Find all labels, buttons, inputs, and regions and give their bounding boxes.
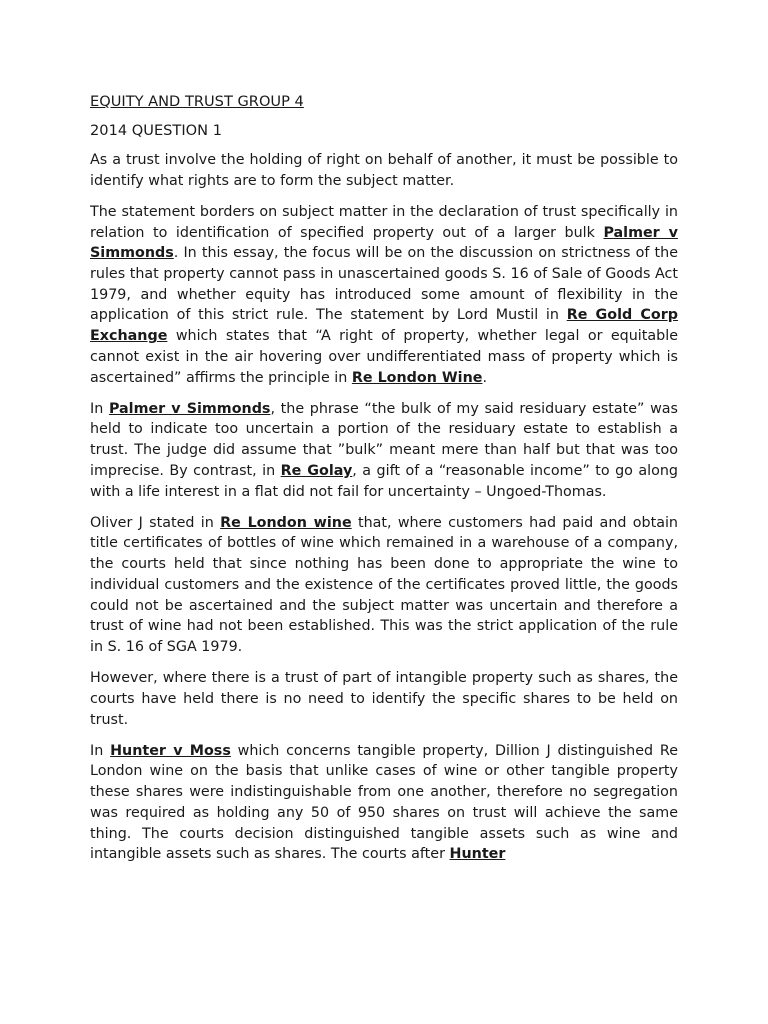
case-reference: Hunter v Moss [110,742,231,759]
paragraph-4 [90,513,678,658]
case-reference: Palmer v Simmonds [90,224,678,262]
case-reference: Re Golay [280,462,353,479]
paragraph-text: In [90,400,109,417]
paragraph-text: , the phrase “the bulk of my said residuary estate” was held to indicate too uncertain a portion of the residuary estate to establish a trust. The judge did assume that ”bulk” meant mere than half but that was too imprecise. By contrast, in [90,400,678,479]
paragraph-text: , a gift of a “reasonable income” to go along with a life interest in a flat did not fail for uncertainty – Ungoed-Thomas. [90,462,678,500]
case-reference: Re London wine [220,514,352,531]
paragraph-6 [90,741,678,865]
paragraph-text: The statement borders on subject matter in the declaration of trust specifically in relation to identification of specified property out of a larger bulk [90,203,678,241]
document-title: EQUITY AND TRUST GROUP 4 [90,93,304,110]
paragraph-text: which concerns tangible property, Dillion J distinguished Re London wine on the basis that unlike cases of wine or other tangible property these shares were indistinguishable from one another, therefore no segregation was required as holding any 50 of 950 shares on trust will achieve the same thing. The courts decision distinguished tangible assets such as wine and intangible assets such as shares. The courts after [90,742,678,863]
document-body [90,92,678,876]
paragraph-text: In [90,742,111,759]
case-reference: Palmer v Simmonds [108,400,271,417]
case-reference: Re London Wine [351,369,483,386]
case-reference: Hunter [449,846,506,863]
question-heading: 2014 QUESTION 1 [90,122,222,139]
paragraph-text: As a trust involve the holding of right on behalf of another, it must be possible to identify what rights are to form the subject matter. [90,152,678,189]
paragraph-3 [90,399,678,503]
case-reference: Re Gold Corp Exchange [90,307,679,345]
paragraph-2 [90,202,678,388]
paragraph-text: which states that “A right of property, whether legal or equitable cannot exist in the air hovering over undifferentiated mass of property which is ascertained” affirms the principle in [90,328,678,386]
paragraph-5 [90,668,678,730]
paragraph-text: that, where customers had paid and obtain title certificates of bottles of wine which remained in a warehouse of a company, the courts held that since nothing has been done to appropriate the wine to individual customers and the existence of the certificates proved little, the goods could not be ascertained and the subject matter was uncertain and therefore a trust of wine had not been established. This was the strict application of the rule in S. 16 of SGA 1979. [90,514,678,655]
paragraph-text: . In this essay, the focus will be on the discussion on strictness of the rules that property cannot pass in unascertained goods S. 16 of Sale of Goods Act 1979, and whether equity has introduced some amount of flexibility in the application of this strict rule. The statement by Lord Mustil in [90,245,678,324]
paragraph-text: However, where there is a trust of part of intangible property such as shares, the courts have held there is no need to identify the specific shares to be held on trust. [90,670,678,728]
paragraph-text: Oliver J stated in [90,514,221,531]
paragraph-text: . [482,369,487,386]
paragraph-1 [90,150,678,191]
